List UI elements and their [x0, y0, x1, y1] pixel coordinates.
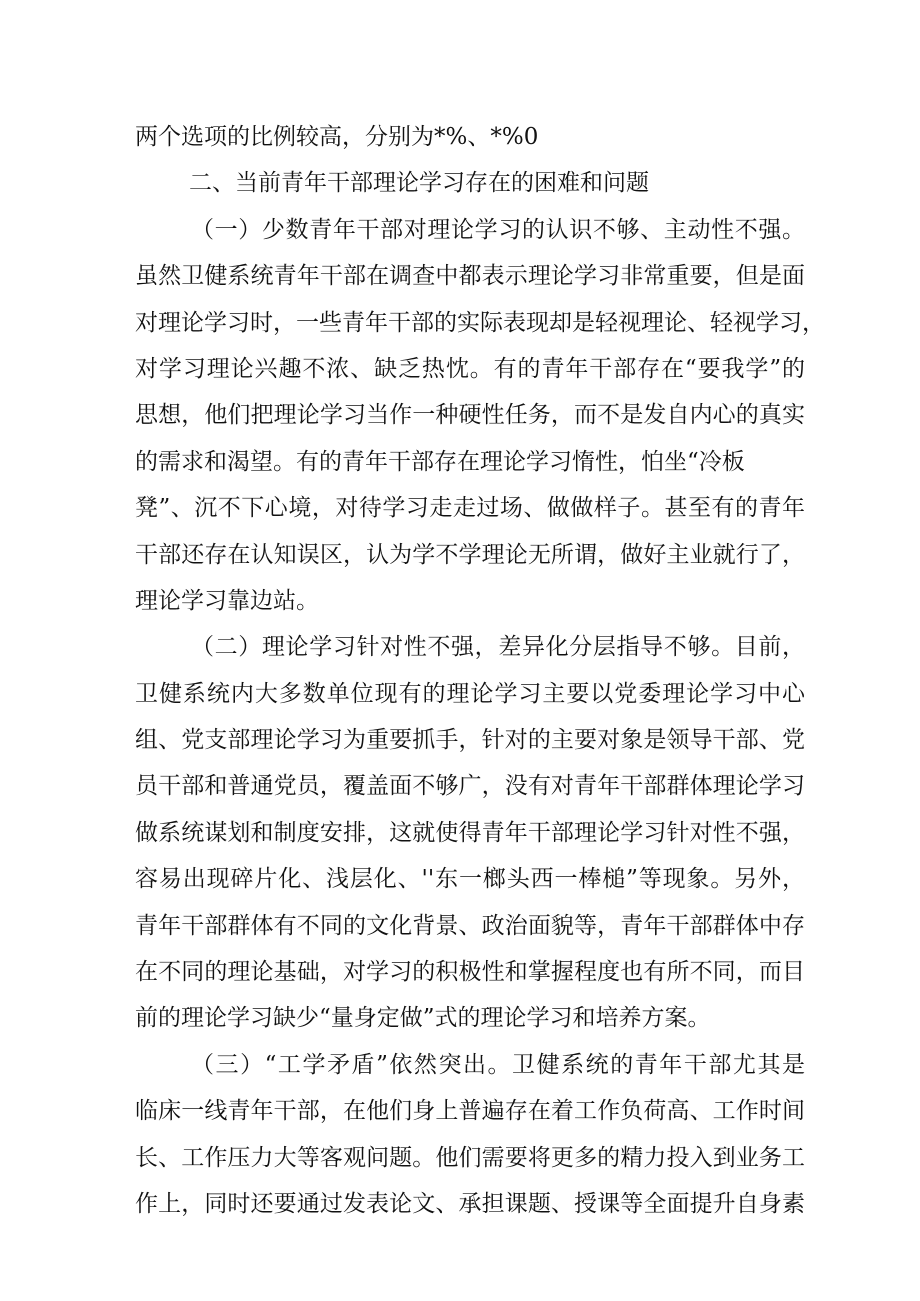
paragraph-line: 对理论学习时，一些青年干部的实际表现却是轻视理论、轻视学习， — [135, 309, 825, 336]
paragraph-line: 对学习理论兴趣不浓、缺乏热忱。有的青年干部存在“要我学”的 — [135, 355, 805, 382]
paragraph-line: 两个选项的比例较高，分别为*%、*%0 — [135, 124, 539, 150]
subsection-heading-2: （二）理论学习针对性不强，差异化分层指导不够。目前， — [191, 634, 805, 661]
paragraph-line: 长、工作压力大等客观问题。他们需要将更多的精力投入到业务工 — [135, 1144, 805, 1171]
paragraph-line: 容易出现碎片化、浅层化、''东一榔头西一棒槌”等现象。另外， — [135, 866, 805, 893]
paragraph-line: 卫健系统内大多数单位现有的理论学习主要以党委理论学习中心 — [135, 680, 805, 707]
subsection-heading-3: （三）“工学矛盾”依然突出。卫健系统的青年干部尤其是 — [191, 1051, 805, 1078]
paragraph-line: 组、党支部理论学习为重要抓手，针对的主要对象是领导干部、党 — [135, 727, 805, 754]
paragraph-line: 员干部和普通党员，覆盖面不够广，没有对青年干部群体理论学习 — [135, 773, 805, 800]
paragraph-line: 凳”、沉不下心境，对待学习走走过场、做做样子。甚至有的青年 — [135, 495, 805, 522]
paragraph-line: 青年干部群体有不同的文化背景、政治面貌等，青年干部群体中存 — [135, 912, 805, 939]
section-heading: 二、当前青年干部理论学习存在的困难和问题 — [189, 170, 649, 197]
paragraph-line: 作上，同时还要通过发表论文、承担课题、授课等全面提升自身素 — [135, 1190, 805, 1217]
paragraph-line: 临床一线青年干部，在他们身上普遍存在着工作负荷高、工作时间 — [135, 1098, 805, 1125]
paragraph-line: 思想，他们把理论学习当作一种硬性任务，而不是发自内心的真实 — [135, 402, 805, 429]
subsection-heading-1: （一）少数青年干部对理论学习的认识不够、主动性不强。 — [191, 216, 805, 243]
document-body — [135, 114, 825, 1227]
paragraph-line: 理论学习靠边站。 — [135, 587, 319, 614]
paragraph-line: 做系统谋划和制度安排，这就使得青年干部理论学习针对性不强， — [135, 819, 805, 846]
paragraph-line: 在不同的理论基础，对学习的积极性和掌握程度也有所不同，而目 — [135, 959, 805, 986]
paragraph-line: 干部还存在认知误区，认为学不学理论无所谓，做好主业就行了， — [135, 541, 805, 568]
paragraph-line: 虽然卫健系统青年干部在调查中都表示理论学习非常重要，但是面 — [135, 263, 805, 290]
paragraph-line: 前的理论学习缺少“量身定做”式的理论学习和培养方案。 — [135, 1005, 711, 1032]
paragraph-line: 的需求和渴望。有的青年干部存在理论学习惰性，怕坐“冷板 — [135, 448, 745, 475]
